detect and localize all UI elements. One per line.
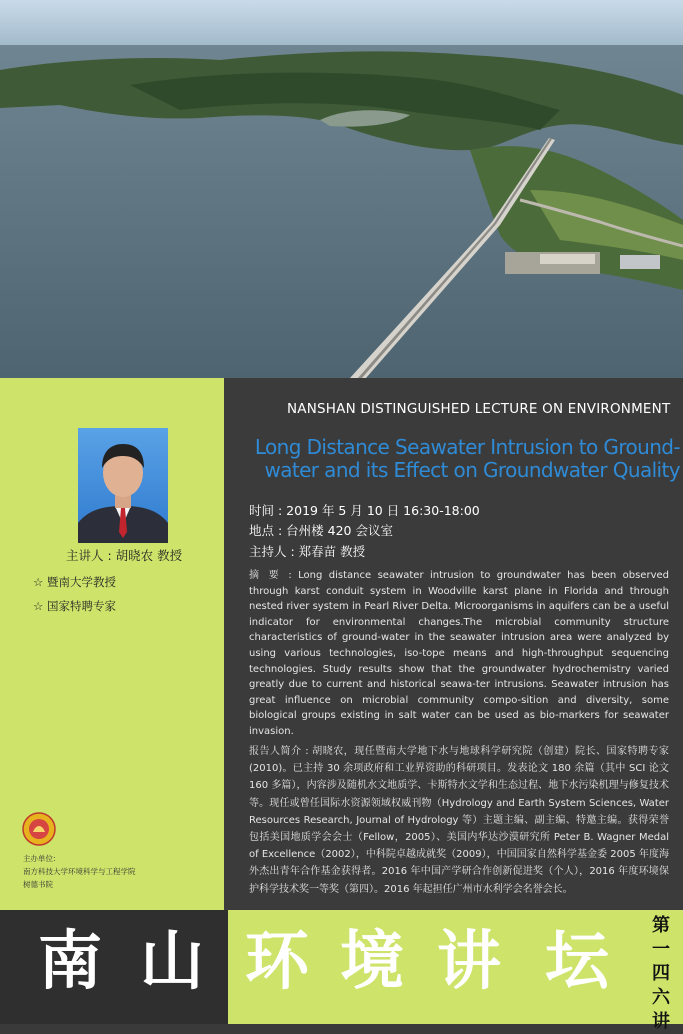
lecture-number-char-2: 一: [652, 939, 670, 960]
banner-char-2: 山: [140, 924, 204, 999]
lecture-number-char-5: 讲: [652, 1011, 670, 1032]
speaker-credential-1: ☆ 暨南大学教授: [33, 575, 116, 589]
series-title: NANSHAN DISTINGUISHED LECTURE ON ENVIRONMENT: [287, 401, 671, 417]
speaker-portrait: [78, 428, 168, 543]
lecture-time: 时间 : 2019 年 5 月 10 日 16:30-18:00: [249, 503, 480, 518]
organizer-1: 南方科技大学环境科学与工程学院: [23, 867, 136, 876]
banner-char-6: 坛: [545, 924, 609, 999]
lecture-number-char-1: 第: [652, 915, 670, 936]
speaker-credential-2: ☆ 国家特聘专家: [33, 599, 116, 613]
lecture-number: [646, 914, 676, 1034]
aerial-landscape-image: [0, 0, 683, 378]
banner-char-3: 环: [245, 924, 309, 999]
speaker-bio: 报告人简介 : 胡晓农，现任暨南大学地下水与地球科学研究院（创建）院长、国家特聘专家(2010)。已主持 30 余项政府和工业界资助的科研项目。发表论文 180 余篇（其中 SCI 论文 160 多篇），内容涉及随机水文地质学、卡斯特水文学和生态过程、地下水污染机理与修复技术等。现任或曾任国际水资源领域权威刊物（Hydrology and Earth System Sciences, Water Resources Research, Journal of Hydrology 等）主题主编、副主编、特邀主编。获得荣誉包括美国地质学会会士（Fellow，2005）、美国内华达沙漠研究所 Peter B. Wagner Medal of Excellence（2002），中科院卓越成就奖（2009），中国国家自然科学基金委 2005 年度海外杰出青年合作基金获得者。2016 年中国产学研合作创新促进奖（个人），2016 年度环境保护科学技术奖一等奖（第四）。2016 年起担任广州市水利学会名誉会长。: [249, 746, 669, 895]
lecture-title-line-2: water and its Effect on Groundwater Quality: [264, 458, 680, 482]
lecture-number-char-3: 四: [652, 963, 670, 984]
speaker-name: 主讲人 : 胡晓农 教授: [66, 548, 183, 563]
speaker-photo-icon: [78, 428, 168, 543]
lecture-title-line-1: Long Distance Seawater Intrusion to Ground-: [254, 435, 680, 459]
banner-char-4: 境: [340, 924, 404, 999]
lecture-abstract: 摘 要 : Long distance seawater intrusion to groundwater has been observed through karst conduit system in Woodville karst plane in Florida and through nested river system in Pearl River Delta. Microorganisms in aquifers can be a useful indicator for environmental changes.The microbial community structure characteristics of ground-water in the seawater intrusion area were analyzed by using various technologies, iso-tope means and high-throughput sequencing technologies. Study results show that the groundwater hydrochemistry varied greatly due to current and historical seawa-ter intrusions. Seawater intrusion has great influence on microbial community compo-sition and diversity, some biological groups existing in salt water can be used as bio-markers for seawater invasion.: [249, 570, 669, 737]
aerial-photo: [0, 0, 683, 378]
organizer-label: 主办单位:: [23, 854, 56, 863]
university-logo-icon: [22, 812, 56, 846]
lecture-location: 地点 : 台州楼 420 会议室: [249, 523, 393, 538]
organizer-2: 树德书院: [23, 880, 53, 889]
banner-char-1: 南: [38, 924, 102, 999]
lecture-host: 主持人 : 郑春苗 教授: [249, 544, 366, 559]
lecture-number-char-4: 六: [652, 987, 670, 1008]
lecture-title: [244, 436, 680, 482]
banner-char-5: 讲: [437, 924, 501, 999]
